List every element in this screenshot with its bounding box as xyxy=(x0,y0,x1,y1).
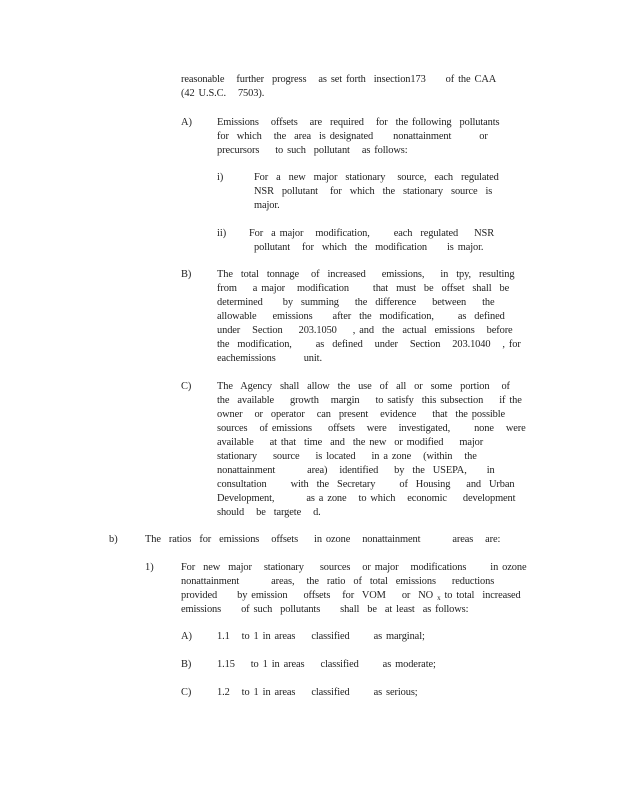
subitem-ii-line-1: For a major modification, each regulated NSR xyxy=(249,228,495,239)
item-c-line-3: owner or operator can present evidence that the possible xyxy=(217,409,506,420)
item-b-upper-label: B) xyxy=(181,269,192,280)
item-b1-line-3-pre: provided by emission offsets for VOM or NO xyxy=(181,590,438,601)
item-b-upper-line-6: the modification, as defined under Section 203.1040 , for xyxy=(217,339,521,350)
subitem-i-line-3: major. xyxy=(254,200,280,211)
subitem-i-line-1: For a new major stationary source, each regulated xyxy=(254,172,499,183)
item-c-line-10: should be targete d. xyxy=(217,507,321,518)
item-b-upper-line-3: determined by summing the difference between the xyxy=(217,297,495,308)
item-b1-line-1: For new major stationary sources or major modifications in ozone xyxy=(181,562,527,573)
item-b-label: b) xyxy=(109,534,118,545)
item-b-upper-line-1: The total tonnage of increased emissions, in tpy, resulting xyxy=(217,269,515,280)
item-b1-line-4: emissions of such pollutants shall be at least as follows: xyxy=(181,604,469,615)
item-b-line: The ratios for emissions offsets in ozone nonattainment areas are: xyxy=(145,534,501,545)
item-a-line-3: precursors to such pollutant as follows: xyxy=(217,145,408,156)
subitem-ii-label: ii) xyxy=(217,228,227,239)
item-a-label: A) xyxy=(181,117,192,128)
subitem-ii-line-2: pollutant for which the modification is major. xyxy=(254,242,484,253)
item-b-upper-line-2: from a major modification that must be offset shall be xyxy=(217,283,510,294)
item-c-label: C) xyxy=(181,381,192,392)
ratio-b-label: B) xyxy=(181,659,192,670)
item-c-line-8: consultation with the Secretary of Housing and Urban xyxy=(217,479,515,490)
item-c-line-6: stationary source is located in a zone (within the xyxy=(217,451,477,462)
intro-line-2: (42 U.S.C. 7503). xyxy=(181,88,265,99)
item-b1-line-3-post: to total increased xyxy=(440,590,521,601)
item-c-line-9: Development, as a zone to which economic development xyxy=(217,493,516,504)
item-b-upper-line-7: eachemissions unit. xyxy=(217,353,322,364)
item-c-line-4: sources of emissions offsets were investigated, none were xyxy=(217,423,526,434)
item-b1-line-2: nonattainment areas, the ratio of total emissions reductions xyxy=(181,576,495,587)
item-b-upper-line-5: under Section 203.1050 , and the actual emissions before xyxy=(217,325,513,336)
intro-line-1: reasonable further progress as set forth insection173 of the CAA xyxy=(181,74,497,85)
item-b1-label: 1) xyxy=(145,562,154,573)
item-c-line-2: the available growth margin to satisfy this subsection if the xyxy=(217,395,522,406)
item-a-line-2: for which the area is designated nonattainment or xyxy=(217,131,488,142)
item-c-line-5: available at that time and the new or modified major xyxy=(217,437,484,448)
ratio-a-label: A) xyxy=(181,631,192,642)
item-b-upper-line-4: allowable emissions after the modification, as defined xyxy=(217,311,505,322)
item-c-line-7: nonattainment area) identified by the USEPA, in xyxy=(217,465,495,476)
ratio-c-label: C) xyxy=(181,687,192,698)
item-a-line-1: Emissions offsets are required for the following pollutants xyxy=(217,117,500,128)
ratio-a-text: 1.1 to 1 in areas classified as marginal; xyxy=(217,631,425,642)
subitem-i-line-2: NSR pollutant for which the stationary source is xyxy=(254,186,493,197)
ratio-b-text: 1.15 to 1 in areas classified as moderate; xyxy=(217,659,436,670)
ratio-c-text: 1.2 to 1 in areas classified as serious; xyxy=(217,687,418,698)
nox-subscript: x xyxy=(437,594,441,602)
subitem-i-label: i) xyxy=(217,172,224,183)
item-c-line-1: The Agency shall allow the use of all or some portion of xyxy=(217,381,510,392)
